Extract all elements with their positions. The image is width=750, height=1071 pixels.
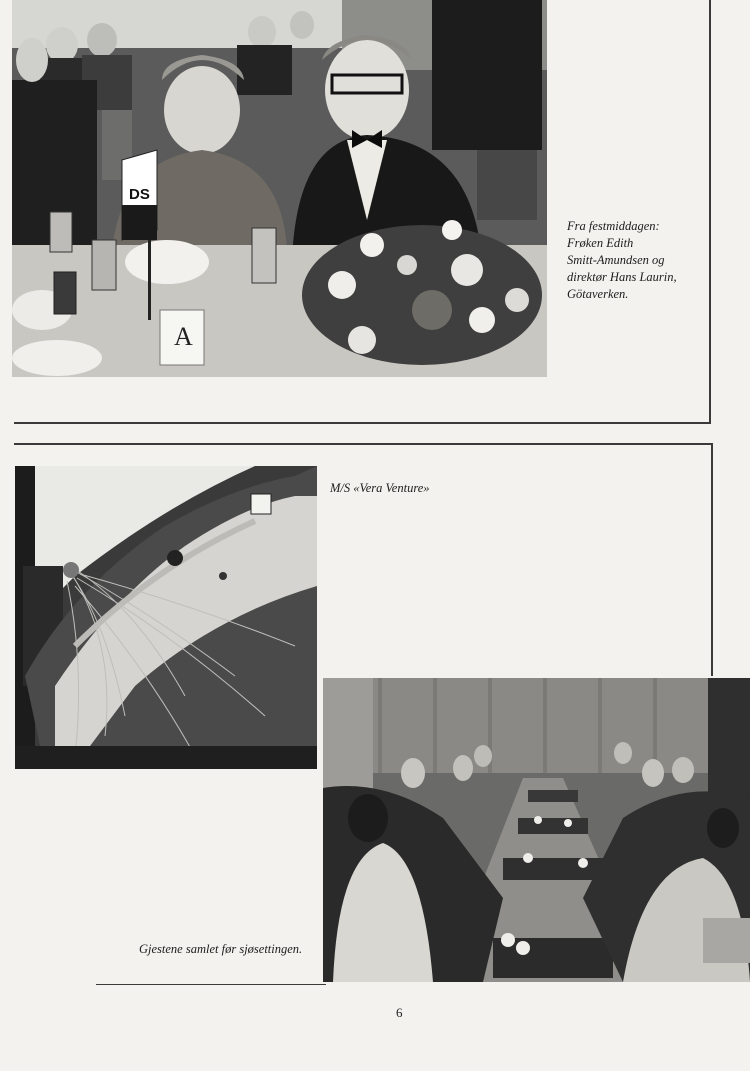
caption-line: Götaverken. (567, 287, 629, 301)
banquet-photo (12, 0, 547, 377)
ship-photo (15, 466, 317, 769)
guests-caption: Gjestene samlet før sjøsettingen. (139, 942, 303, 956)
frame-right-border-top (709, 0, 711, 423)
caption-line: Fra festmiddagen: (567, 219, 660, 233)
frame-bottom-border-top (14, 422, 711, 424)
caption-line: Frøken Edith (567, 236, 634, 250)
festmiddag-caption (567, 218, 677, 303)
flag-label: DS (129, 186, 150, 203)
frame-bottom-rule (96, 984, 326, 985)
guests-photo (323, 678, 750, 982)
table-card-letter: A (174, 322, 193, 351)
caption-line: direktør Hans Laurin, (567, 270, 677, 284)
page-number: 6 (396, 1005, 403, 1020)
divider-rule (14, 443, 713, 445)
caption-line: Smitt-Amundsen og (567, 253, 665, 267)
ship-caption: M/S «Vera Venture» (330, 481, 430, 495)
frame-right-border-bottom (711, 444, 713, 676)
